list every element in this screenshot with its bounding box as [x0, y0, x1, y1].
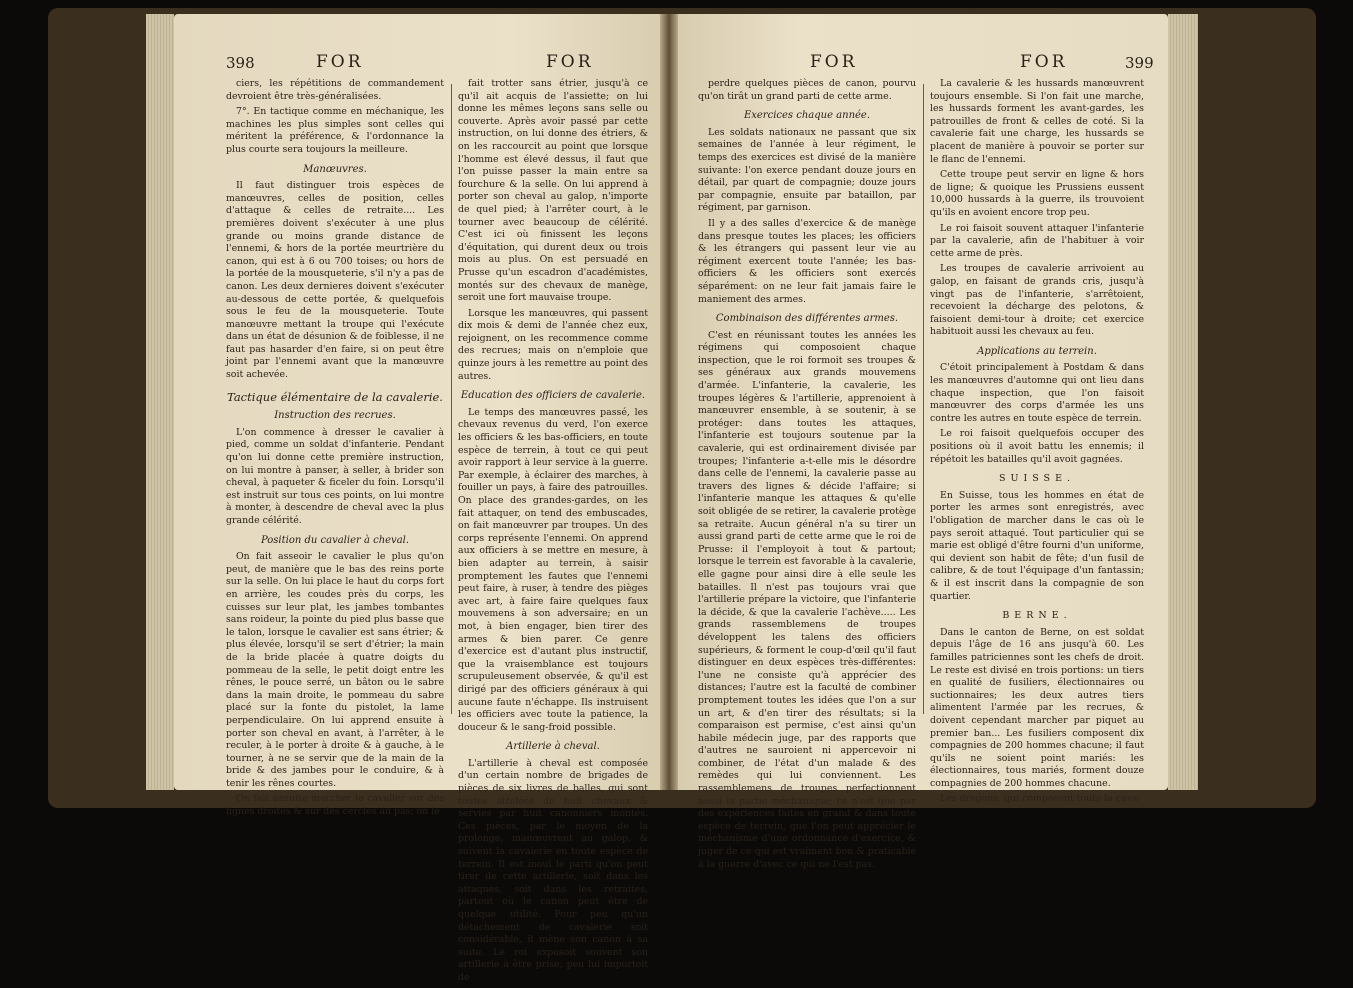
paragraph: Il y a des salles d'exercice & de manège dans presque toutes les places; les officiers & les étrangers qui passent leur vie au régiment exercent toute l'année; les bas-officiers & les officiers sont exercés séparément: on ne leur fait jamais faire le maniement des armes.: [698, 217, 916, 305]
column-rule: [923, 84, 924, 714]
paragraph: L'on commence à dresser le cavalier à pied, comme un soldat d'infanterie. Pendant qu'on lui donne cette première instruction, on lui montre à panser, à seller, à brider son cheval, à paqueter & ficeler du foin. Lorsqu'il est instruit sur tous ces points, on lui montre à monter, à descendre de cheval avec la plus grande célérité.: [226, 426, 444, 526]
section-heading: Applications au terrein.: [977, 345, 1097, 357]
text-column: [458, 78, 648, 988]
section-heading: SUISSE.: [998, 473, 1076, 485]
section-heading: Tactique élémentaire de la cavalerie.: [227, 389, 443, 404]
page-number: 399: [1125, 54, 1154, 72]
left-page: [174, 14, 660, 983]
paragraph: L'artillerie à cheval est composée d'un certain nombre de brigades de pièces de six livres de balles, qui sont toutes attelées de huit chevaux & servies par huit canonniers montés. Ces pièces, par le moyen de la prolonge, manœuvrent au galop, & suivent la cavalerie en toute espèce de terrein. Il est inouï le parti qu'on peut tirer de cette artillerie, soit dans les attaques, soit dans les retraites, partout où le canon peut être de quelque utilité. Pour peu qu'un détachement de cavalerie soit considérable, il mène son canon à sa suite. Le roi exposoit souvent son artillerie à être prise; peu lui importoit de: [458, 757, 648, 983]
section-heading: Instruction des recrues.: [274, 410, 396, 422]
paragraph: perdre quelques pièces de canon, pourvu qu'on tirât un grand parti de cette arme.: [698, 78, 916, 102]
paragraph: C'est en réunissant toutes les années les régimens qui composoient chaque inspection, que le roi formoit ses troupes & ses généraux aux grands mouvemens d'armée. L'infanterie, la cavalerie, les troupes légères & l'artillerie, apprenoient à manœuvrer ensemble, à se soutenir, à se protéger: dans toutes les attaques, l'infanterie est toujours soutenue par la cavalerie, qui est ordinairement divisée par troupes; l'infanterie a-t-elle mis le désordre dans celle de l'ennemi, la cavalerie passe au travers des lignes & décide l'affaire; si l'infanterie manque les attaques & qu'elle soit obligée de se retirer, la cavalerie protège sa retraite. Aucun général n'a su tirer un aussi grand parti de cette arme que le roi de Prusse: il l'employoit à tout & partout; lorsque le terrein est favorable à la cavalerie, elle gagne pour ainsi dire à elle seule les batailles. Il n'est pas toujours vrai que l'artillerie prépare la victoire, que l'infanterie la décide, & que la cavalerie l'achève..... Les grands rassemblemens de troupes développent les talens des officiers supérieurs, & forment le coup-d'œil qu'il faut distinguer en deux espèces très-différentes: l'une ne consiste qu'à apprécier des distances; l'autre est la faculté de combiner promptement toutes les idées que l'on a sur un art, & d'en tirer des résultats; si la comparaison est permise, c'est ainsi qu'un habile médecin juge, par des rapports que d'autres ne sauroient ni appercevoir ni combiner, de l'état d'un malade & des remèdes qui lui conviennent. Les rassemblemens de troupes perfectionnent aussi la partie méchanique; ce n'est que par des expériences faites en grand & dans toute espèce de terrein, que l'on peut apprécier le méchanisme d'une ordonnance d'exercice, & juger de ce qui est vraiment bon & praticable à la guerre d'avec ce qui ne l'est pas.: [698, 329, 916, 870]
paragraph: Le temps des manœuvres passé, les chevaux revenus du verd, l'on exerce les officiers & les bas-officiers, en toute espèce de terrein, à tout ce qui peut avoir rapport à leur service à la guerre. Par exemple, à éclairer des marches, à fouiller un pays, à faire des patrouilles. On place des grandes-gardes, on les fait attaquer, on tend des embuscades, on fait manœuvrer par troupes. Un des corps représente l'ennemi. On apprend aux officiers à se mettre en mesure, à bien adapter au terrein, à saisir promptement les fautes que l'ennemi peut faire, à ruser, à tendre des pièges avec art, à faire faire quelques faux mouvemens à son adversaire; en un mot, à bien engager, bien tirer des armes & bien parer. Ce genre d'exercice est d'autant plus instructif, que la vraisemblance est toujours scrupuleusement observée, & qu'il est dirigé par des officiers généraux à qui aucune faute n'échappe. Ils instruisent les officiers avec toute la patience, la douceur & le sang-froid possible.: [458, 406, 648, 733]
paragraph: Les troupes de cavalerie arrivoient au galop, en faisant de grands cris, jusqu'à vingt pas de l'infanterie, s'arrêtoient, recevoient la décharge des pelotons, & faisoient demi-tour à droite; cet exercice habituoit aussi les chevaux au feu.: [930, 263, 1144, 338]
page-edges-right: [1168, 14, 1198, 790]
paragraph: On fait asseoir le cavalier le plus qu'on peut, de manière que le bas des reins porte sur la selle. On lui place le haut du corps fort en arrière, les coudes près du corps, les cuisses sur leur plat, les jambes tombantes sans roideur, la pointe du pied plus basse que le talon, lorsque le cavalier est sans étrier; & plus élevée, lorsqu'il se sert d'étrier; la main de la bride placée à quatre doigts du pommeau de la selle, le petit doigt entre les rênes, le pouce serré, un bâton ou le sabre dans la main droite, le pommeau du sabre placé sur la fonte du pistolet, la lame perpendiculaire. On lui apprend ensuite à porter son cheval en avant, à l'arrêter, à le reculer, à le porter à droite & à gauche, à le tourner, à ne se servir que de la main de la bride & des jambes pour le conduire, & à tenir les rênes courtes.: [226, 551, 444, 789]
book-gutter: [660, 14, 678, 790]
section-heading: Education des officiers de cavalerie.: [460, 390, 646, 402]
column-rule: [451, 84, 452, 714]
section-heading: Exercices chaque année.: [743, 110, 871, 122]
page-number: 398: [226, 54, 255, 72]
paragraph: C'étoit principalement à Postdam & dans les manœuvres d'automne qui ont lieu dans chaque inspection, que l'on faisoit manœuvrer des corps d'armée les uns contre les autres en toute espèce de terrein.: [930, 362, 1144, 424]
page-edges-left: [146, 14, 174, 790]
running-head: FOR: [810, 52, 858, 72]
section-heading: Artillerie à cheval.: [506, 741, 600, 753]
paragraph: 7°. En tactique comme en méchanique, les machines les plus simples sont celles qui méritent la préférence, & l'ordonnance la plus courte sera toujours la meilleure.: [226, 106, 444, 155]
section-heading: BERNE.: [1002, 610, 1072, 622]
running-head: FOR: [316, 52, 364, 72]
section-heading: Combinaison des différentes armes.: [715, 313, 899, 325]
paragraph: On fait ensuite marcher le cavalier sur des lignes droites & sur des cercles au pas; on le: [226, 793, 444, 818]
paragraph: ciers, les répétitions de commandement devroient être très-généralisées.: [226, 78, 444, 102]
text-column: [930, 78, 1144, 809]
paragraph: Le roi faisoit souvent attaquer l'infanterie par la cavalerie, afin de l'habituer à voir cette arme de près.: [930, 222, 1144, 259]
paragraph: Dans le canton de Berne, on est soldat depuis l'âge de 16 ans jusqu'à 60. Les familles patriciennes sont les chefs de droit. Le reste est divisé en trois portions: un tiers en qualité de fusiliers, électionnaires ou suctionnaires; les deux autres tiers alimentent l'armée par les recrues, & doivent cependant marcher par piquet au premier ban... Les fusiliers composent dix compagnies de 200 hommes chacune; il faut qu'ils ne soient point mariés: les électionnaires, tous mariés, forment douze compagnies de 200 hommes chacune.: [930, 626, 1144, 789]
paragraph: fait trotter sans étrier, jusqu'à ce qu'il ait acquis de l'assiette; on lui donne les mêmes leçons sans selle ou couverte. Après avoir passé par cette instruction, on lui donne des étriers, & on les raccourcit au point que lorsque l'homme est élevé dessus, il faut que l'on puisse passer la main entre sa fourchure & la selle. On lui apprend à porter son cheval au galop, n'importe de quel pied; à l'arrêter court, à le tourner avec beaucoup de célérité. C'est ici où finissent les leçons d'équitation, qui durent deux ou trois mois au plus. On est persuadé en Prusse qu'un escadron d'académistes, montés sur des chevaux de manège, seroit une fort mauvaise troupe.: [458, 78, 648, 304]
text-column: [698, 78, 916, 874]
paragraph: Cette troupe peut servir en ligne & hors de ligne; & quoique les Prussiens eussent 10,000 hussards à la guerre, ils trouvoient qu'ils en avoient encore trop peu.: [930, 169, 1144, 218]
paragraph: Les dragons, qui composent toute la cava-: [940, 793, 1141, 805]
text-column: [226, 78, 444, 822]
paragraph: Il faut distinguer trois espèces de manœuvres, celles de position, celles d'attaque & celles de retraite.... Les premières doivent s'exécuter à une plus grande ou moins grande distance de l'ennemi, & hors de la portée meurtrière du canon, qui est à 6 ou 700 toises; ou hors de la portée de la mousqueterie, s'il n'y a pas de canon. Les deux dernieres doivent s'exécuter au-dessous de cette portée, & quelquefois sous le feu de la mousqueterie. Toute manœuvre mettant la troupe qui l'exécute dans un état de désunion & de foiblesse, il ne faut pas hasarder d'en faire, si on peut être joint par l'ennemi avant que la manœuvre soit achevée.: [226, 180, 444, 381]
paragraph: Le roi faisoit quelquefois occuper des positions où il avoit battu les ennemis; il répétoit les batailles qu'il avoit gagnées.: [930, 428, 1144, 465]
paragraph: En Suisse, tous les hommes en état de porter les armes sont enregistrés, avec l'obligation de marcher dans le cas où le pays seroit attaqué. Tout particulier qui se marie est obligé d'être fourni d'un uniforme, qui devient son habit de fête; d'un fusil de calibre, & de tout l'équipage d'un fantassin; & il est inscrit dans la compagnie de son quartier.: [930, 489, 1144, 602]
paragraph: Les soldats nationaux ne passant que six semaines de l'année à leur régiment, le temps des exercices est divisé de la manière suivante: l'on exerce pendant douze jours en détail, par quart de compagnie; douze jours par compagnie, ensuite par bataillon, par régiment, par garnison.: [698, 126, 916, 214]
running-head: FOR: [1020, 52, 1068, 72]
section-heading: Position du cavalier à cheval.: [260, 534, 410, 546]
paragraph: Lorsque les manœuvres, qui passent dix mois & demi de l'année chez eux, rejoignent, on les recommence comme des recrues; mais on n'emploie que quinze jours à les remettre au point des autres.: [458, 307, 648, 382]
right-page: [678, 14, 1168, 870]
paragraph: La cavalerie & les hussards manœuvrent toujours ensemble. Si l'on fait une marche, les hussards forment les avant-gardes, les patrouilles de front & celles de coté. Si la cavalerie fait une charge, les hussards se placent de manière à pouvoir se porter sur le flanc de l'ennemi.: [930, 78, 1144, 165]
section-heading: Manœuvres.: [303, 163, 367, 175]
running-head: FOR: [546, 52, 594, 72]
